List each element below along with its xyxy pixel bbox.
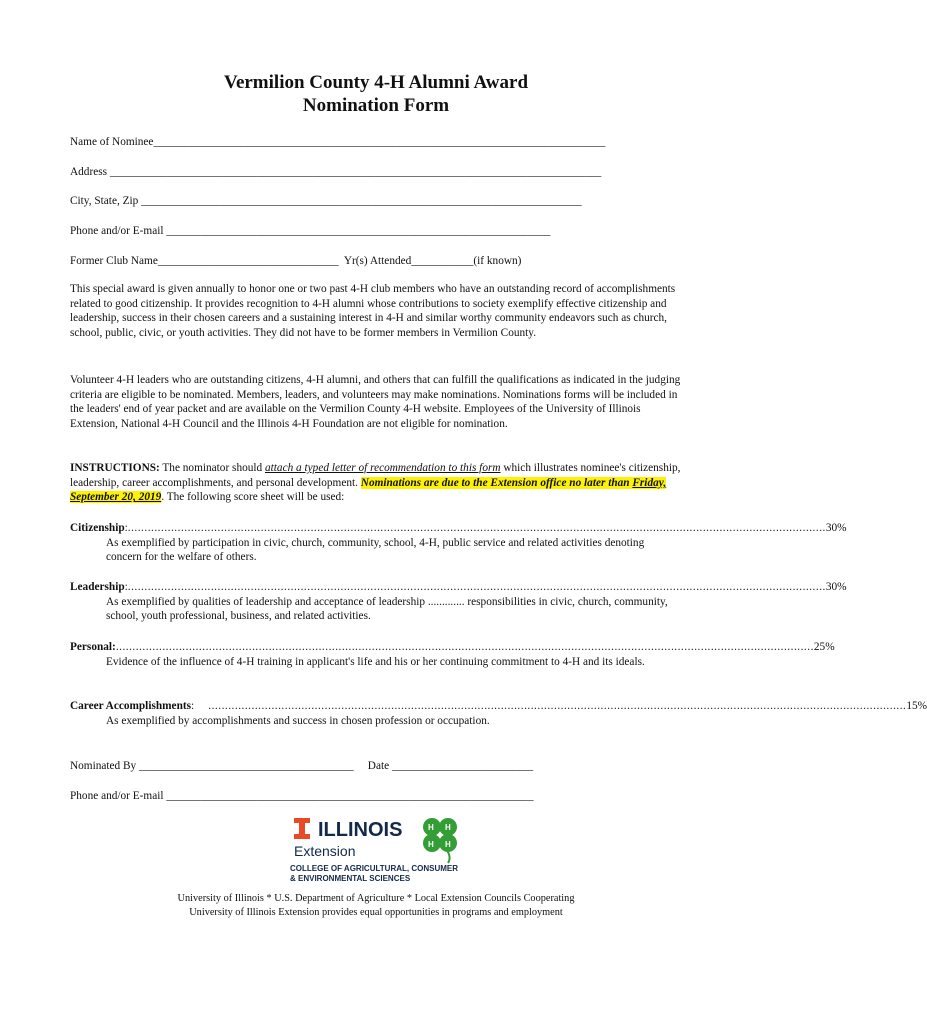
criterion-citizenship: [70, 521, 847, 565]
former-club-field[interactable]: Former Club Name________________________________ Yr(s) Attended___________(if known): [70, 255, 522, 267]
criterion-separator: :: [124, 581, 128, 593]
criterion-personal: [70, 640, 835, 669]
criterion-weight: 30%: [825, 581, 847, 593]
block-i-icon: [294, 818, 310, 839]
nominator-phone-field[interactable]: Phone and/or E-mail _________________________________________________________________: [70, 790, 534, 802]
nominated-by-field[interactable]: Nominated By ______________________________________ Date _________________________: [70, 760, 534, 772]
leader-dots: ..................................................................................................................................................................................................................: [115, 641, 814, 653]
footer-line-2: University of Illinois Extension provides equal opportunities in programs and employment: [189, 907, 563, 918]
college-name-line-1: COLLEGE OF AGRICULTURAL, CONSUMER: [290, 864, 458, 873]
instructions-text-2: which illustrates nominee's citizenship, leadership, career accomplishments, and personal development.: [70, 462, 681, 489]
svg-text:H: H: [445, 840, 451, 849]
illinois-wordmark: ILLINOIS: [318, 819, 403, 841]
nominee-name-field[interactable]: Name of Nominee________________________________________________________________________________: [70, 136, 606, 148]
criterion-description: Evidence of the influence of 4-H training in applicant's life and his or her continuing commitment to 4-H and its ideals.: [106, 655, 645, 668]
form-title-line-1: Vermilion County 4-H Alumni Award: [223, 72, 529, 93]
criterion-name: Personal:: [70, 641, 116, 653]
criterion-separator: :: [191, 700, 209, 712]
instructions-label: INSTRUCTIONS:: [70, 462, 160, 474]
leader-dots: ..................................................................................................................................................................................................................: [208, 700, 907, 712]
criterion-weight: 30%: [825, 522, 847, 534]
deadline-date: Friday, September 20, 2019: [70, 476, 667, 504]
svg-text:H: H: [428, 823, 434, 832]
leader-dots: ..................................................................................................................................................................................................................: [127, 522, 826, 534]
svg-text:H: H: [445, 823, 451, 832]
instructions-text-1: The nominator should: [159, 462, 265, 474]
criterion-description: As exemplified by qualities of leadership and acceptance of leadership ............. responsibilities in civic, church, community, school, youth professional, business, and related activities.: [106, 595, 668, 623]
footer-line-1: University of Illinois * U.S. Department of Agriculture * Local Extension Councils Cooperating: [177, 893, 575, 904]
criterion-name: Citizenship: [70, 522, 125, 534]
college-name-line-2: & ENVIRONMENTAL SCIENCES: [290, 874, 411, 883]
criterion-weight: 25%: [813, 641, 835, 653]
deadline-highlight: Nominations are due to the Extension office no later than: [360, 476, 633, 489]
criterion-name: Career Accomplishments: [70, 700, 192, 712]
criterion-separator: :: [124, 522, 128, 534]
criterion-weight: 15%: [906, 700, 927, 712]
criterion-name: Leadership: [70, 581, 125, 593]
address-field[interactable]: Address _______________________________________________________________________________________: [70, 166, 602, 178]
criterion-career-accomplishments: [70, 699, 927, 728]
four-h-clover-icon: [423, 818, 457, 863]
eligibility-paragraph: Volunteer 4-H leaders who are outstanding citizens, 4-H alumni, and others that can fulfill the qualifications as indicated in the judging criteria are eligible to be nominated. Members, leaders, and volunteers may make nominations. Nominations forms will be included in the leaders' end of year packet and are available on the Vermilion County 4-H website. Employees of the University of Illinois Extension, National 4-H Council and the Illinois 4-H Foundation are not eligible for nomination.: [70, 374, 681, 430]
phone-email-field[interactable]: Phone and/or E-mail ____________________________________________________________________: [70, 225, 551, 237]
city-state-zip-field[interactable]: City, State, Zip ______________________________________________________________________________: [70, 195, 582, 207]
instructions-paragraph: [70, 461, 686, 505]
illinois-extension-logo-graphic: [290, 814, 470, 888]
svg-text:H: H: [428, 840, 434, 849]
criterion-description: As exemplified by accomplishments and success in chosen profession or occupation.: [106, 714, 490, 727]
criterion-leadership: [70, 580, 847, 624]
extension-wordmark: Extension: [294, 843, 356, 859]
criterion-description: As exemplified by participation in civic, church, community, school, 4-H, public service and related activities denoting concern for the welfare of others.: [106, 536, 645, 564]
form-title-line-2: Nomination Form: [302, 95, 450, 116]
leader-dots: ..................................................................................................................................................................................................................: [127, 581, 826, 593]
letter-of-recommendation-note: attach a typed letter of recommendation to this form: [265, 462, 501, 474]
award-description: This special award is given annually to honor one or two past 4-H club members who have an outstanding record of accomplishments related to good citizenship. It provides recognition to 4-H alumni whose contributions to society exemplify effective citizenship and leadership, success in their chosen careers and a sustaining interest in 4-H and similar worthy community endeavors such as church, school, public, civic, or youth activities. They did not have to be former members in Vermilion County.: [70, 283, 676, 339]
illinois-extension-logo: [290, 814, 470, 888]
instructions-text-3: . The following score sheet will be used:: [161, 491, 345, 504]
